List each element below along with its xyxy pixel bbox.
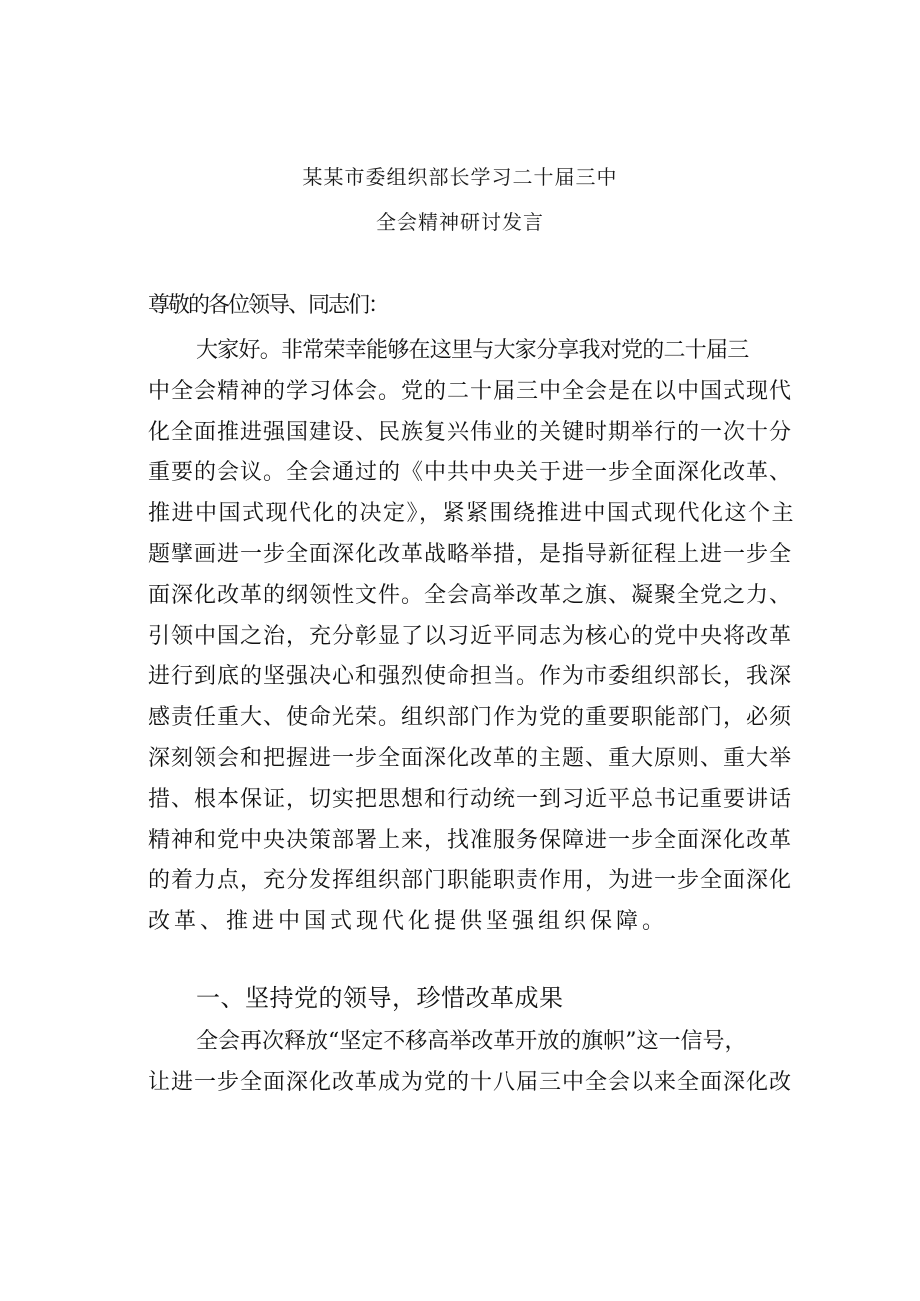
- paragraph-line: 措、根本保证，切实把思想和行动统一到习近平总书记重要讲话: [148, 786, 793, 812]
- salutation: 尊敬的各位领导、同志们：: [148, 293, 389, 318]
- paragraph-line: 改革、推进中国式现代化提供坚强组织保障。: [148, 909, 669, 935]
- paragraph-line: 引领中国之治，充分彰显了以习近平同志为核心的党中央将改革: [148, 623, 793, 649]
- document-title-line-2: 全会精神研讨发言: [376, 210, 544, 234]
- paragraph-line: 推进中国式现代化的决定》，紧紧围绕推进中国式现代化这个主: [148, 501, 796, 527]
- section-heading-1: 一、坚持党的领导，珍惜改革成果: [196, 984, 564, 1012]
- paragraph-line: 题擘画进一步全面深化改革战略举措，是指导新征程上进一步全: [148, 541, 793, 567]
- paragraph-line: 进行到底的坚强决心和强烈使命担当。作为市委组织部长，我深: [148, 664, 793, 690]
- paragraph-line: 全会再次释放“坚定不移高举改革开放的旗帜”这一信号，: [196, 1029, 747, 1054]
- paragraph-line: 的着力点，充分发挥组织部门职能职责作用，为进一步全面深化: [148, 868, 793, 894]
- document-title-line-1: 某某市委组织部长学习二十届三中: [302, 165, 618, 189]
- paragraph-line: 重要的会议。全会通过的《中共中央关于进一步全面深化改革、: [148, 460, 793, 486]
- paragraph-line: 让进一步全面深化改革成为党的十八届三中全会以来全面深化改: [148, 1069, 793, 1095]
- paragraph-line: 精神和党中央决策部署上来，找准服务保障进一步全面深化改革: [148, 827, 793, 853]
- paragraph-1: [148, 331, 808, 943]
- paragraph-line: 深刻领会和把握进一步全面深化改革的主题、重大原则、重大举: [148, 745, 793, 771]
- paragraph-line: 面深化改革的纲领性文件。全会高举改革之旗、凝聚全党之力、: [148, 582, 793, 608]
- paragraph-line: 大家好。非常荣幸能够在这里与大家分享我对党的二十届三: [196, 338, 749, 363]
- paragraph-line: 感责任重大、使命光荣。组织部门作为党的重要职能部门，必须: [148, 705, 793, 731]
- paragraph-line: 化全面推进强国建设、民族复兴伟业的关键时期举行的一次十分: [148, 419, 793, 445]
- paragraph-2: [148, 1022, 808, 1104]
- paragraph-line: 中全会精神的学习体会。党的二十届三中全会是在以中国式现代: [148, 378, 793, 404]
